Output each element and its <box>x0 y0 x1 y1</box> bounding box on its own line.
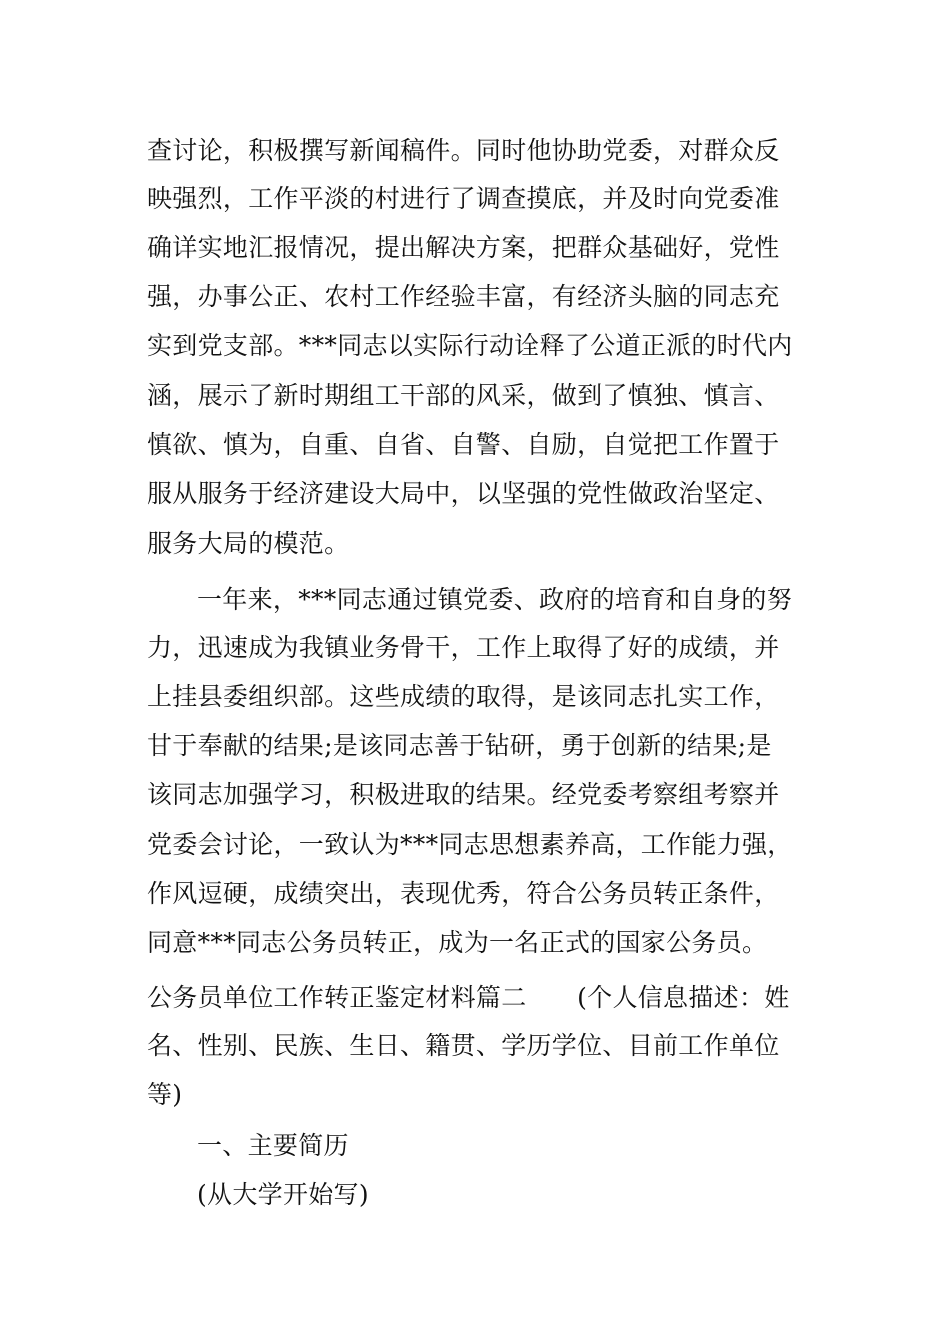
text-line: 力，迅速成为我镇业务骨干，工作上取得了好的成绩，并 <box>147 633 780 662</box>
text-line: 名、性别、民族、生日、籍贯、学历学位、目前工作单位 <box>147 1031 780 1060</box>
text-line: 查讨论，积极撰写新闻稿件。同时他协助党委，对群众反 <box>147 136 780 165</box>
text-line: 该同志加强学习，积极进取的结果。经党委考察组考察并 <box>147 780 780 809</box>
text-line: 上挂县委组织部。这些成绩的取得，是该同志扎实工作， <box>147 682 780 711</box>
text-line: 慎欲、慎为，自重、自省、自警、自励，自觉把工作置于 <box>147 430 780 459</box>
text-line: 党委会讨论，一致认为***同志思想素养高，工作能力强， <box>147 830 793 859</box>
subsection-note: (从大学开始写) <box>197 1180 369 1209</box>
text-line: 甘于奉献的结果;是该同志善于钻研，勇于创新的结果;是 <box>147 731 772 760</box>
text-line: 作风逗硬，成绩突出，表现优秀，符合公务员转正条件， <box>147 879 780 908</box>
text-line: 同意***同志公务员转正，成为一名正式的国家公务员。 <box>147 928 768 957</box>
section-heading-line: 公务员单位工作转正鉴定材料篇二 (个人信息描述：姓 <box>147 983 790 1012</box>
text-line: 映强烈，工作平淡的村进行了调查摸底，并及时向党委准 <box>147 184 780 213</box>
text-line: 等) <box>147 1080 183 1109</box>
text-line: 实到党支部。***同志以实际行动诠释了公道正派的时代内 <box>147 331 793 360</box>
text-line: 强，办事公正、农村工作经验丰富，有经济头脑的同志充 <box>147 282 780 311</box>
text-line: 涵，展示了新时期组工干部的风采，做到了慎独、慎言、 <box>147 381 780 410</box>
text-line: 服从服务于经济建设大局中，以坚强的党性做政治坚定、 <box>147 479 780 508</box>
text-line: 服务大局的模范。 <box>147 529 350 558</box>
subsection-heading: 一、主要简历 <box>197 1131 349 1160</box>
text-line: 确详实地汇报情况，提出解决方案，把群众基础好，党性 <box>147 233 780 262</box>
paragraph-first-line: 一年来，***同志通过镇党委、政府的培育和自身的努 <box>197 585 793 614</box>
